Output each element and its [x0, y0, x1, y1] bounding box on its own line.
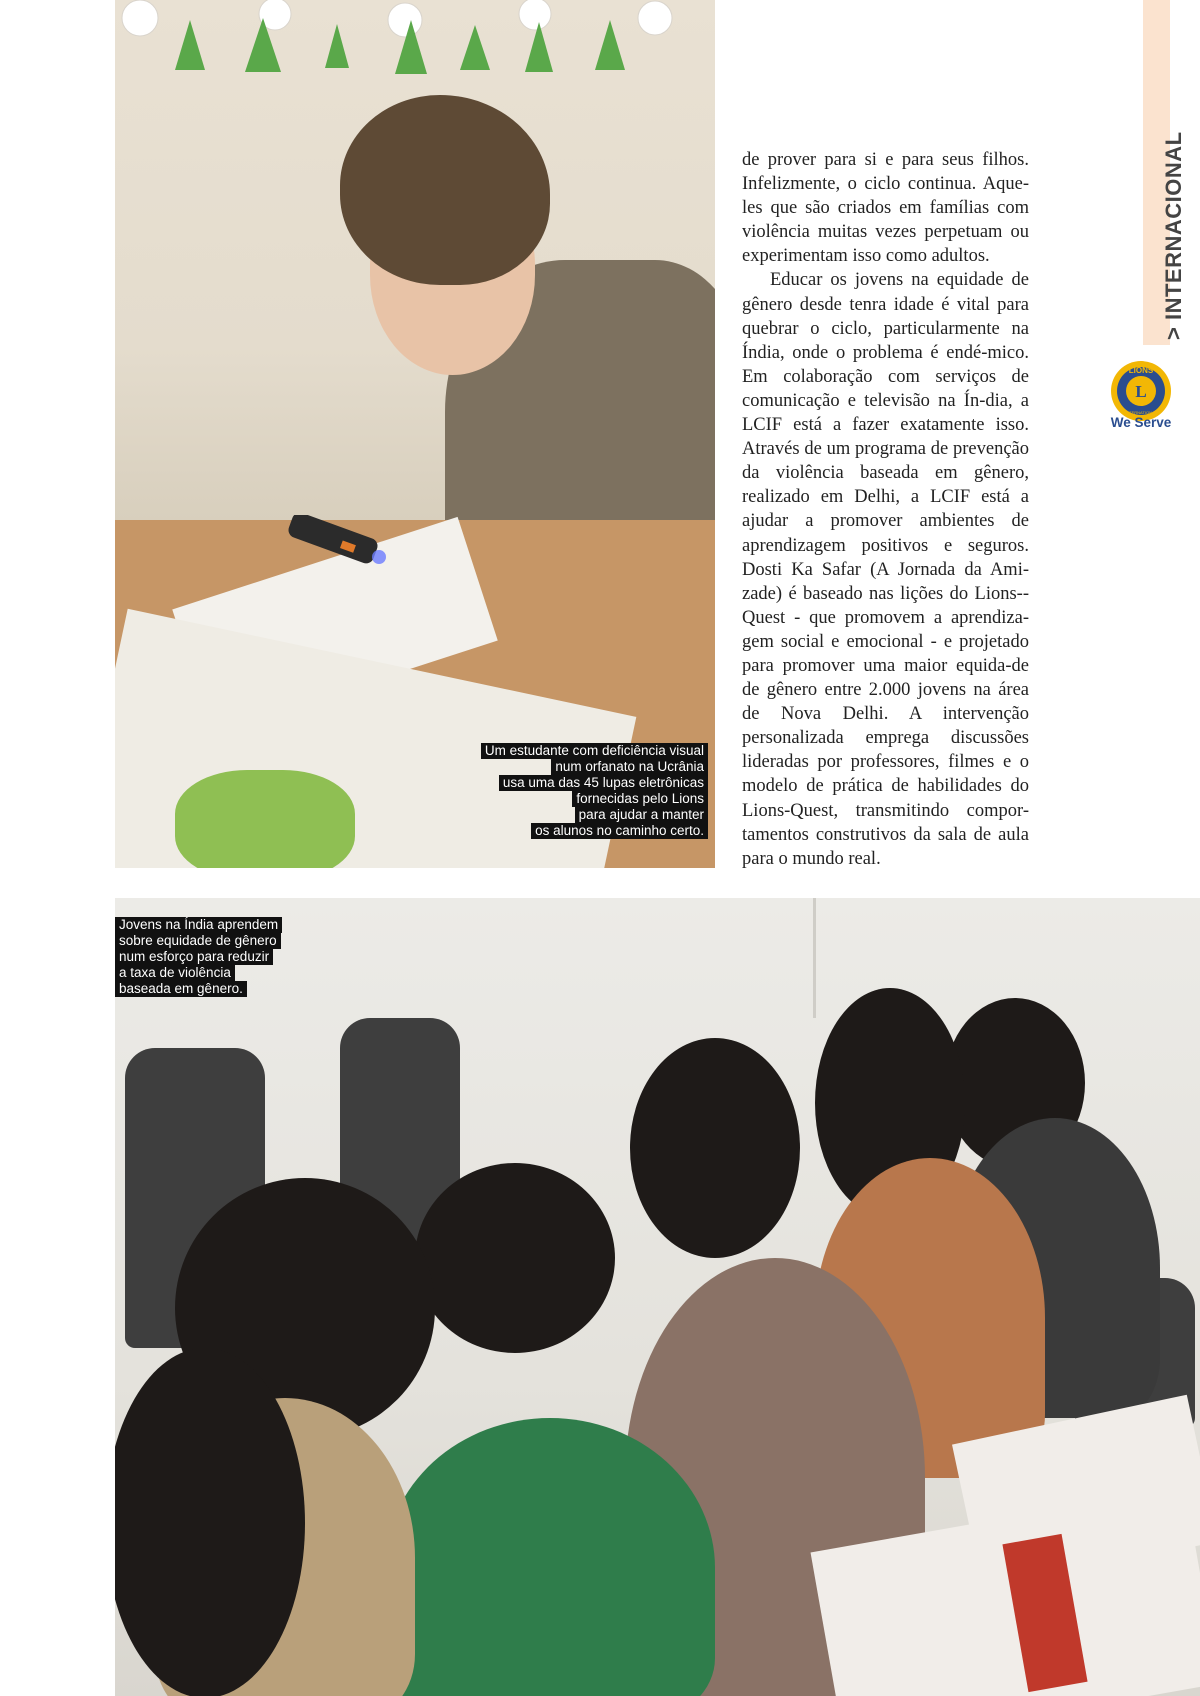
- article-paragraph: Educar os jovens na equidade de gênero desde tenra idade é vital para quebrar o ciclo, particularmente na Índia, onde o problema é endé-mico. Em colaboração com serviços de comunicação e televisão na Ín-dia, a LCIF está a fazer exatamente isso. Através de um programa de prevenção da violência baseada em gênero, realizado em Delhi, a LCIF está a ajudar a promover ambientes de aprendizagem positivos e seguros. Dosti Ka Safar (A Jornada da Ami-zade) é baseado nas lições do Lions--Quest - que promovem a aprendiza-gem social e emocional - e projetado para promover uma maior equida-de de gênero entre 2.000 jovens na área de Nova Delhi. A intervenção personalizada emprega discussões lideradas por professores, filmes e o modelo de prática de habilidades do Lions-Quest, transmitindo compor-tamentos construtivos da sala de aula para o mundo real.: [742, 270, 1029, 869]
- caption-line: usa uma das 45 lupas eletrônicas: [499, 775, 708, 791]
- woman-hair: [630, 1038, 800, 1258]
- bottom-photo-caption: [115, 917, 282, 997]
- caption-line: sobre equidade de gênero: [115, 933, 281, 949]
- photo-women-studying: [115, 898, 1200, 1696]
- caption-line: para ajudar a manter: [575, 807, 708, 823]
- electronic-magnifier-icon: [283, 515, 393, 565]
- caption-line: a taxa de violência: [115, 965, 235, 981]
- article-body: [742, 148, 1029, 871]
- top-photo-caption: [481, 743, 708, 839]
- woman-hair: [415, 1163, 615, 1353]
- boy-hair: [340, 95, 550, 285]
- caption-line: Um estudante com deficiência visual: [481, 743, 708, 759]
- caption-line: num esforço para reduzir: [115, 949, 273, 965]
- caption-line: num orfanato na Ucrânia: [551, 759, 708, 775]
- photo-boy-reading: [115, 0, 715, 868]
- logo-subtext: INTERNATIONAL: [1125, 410, 1157, 415]
- section-label: > INTERNACIONAL: [1161, 131, 1186, 340]
- logo-letter: L: [1135, 382, 1147, 401]
- caption-line: os alunos no caminho certo.: [531, 823, 708, 839]
- logo-text: LIONS: [1128, 366, 1154, 375]
- caption-line: Jovens na Índia aprendem: [115, 917, 282, 933]
- wall-corner: [813, 898, 816, 1018]
- caption-line: fornecidas pelo Lions: [572, 791, 708, 807]
- book-illustration: [175, 770, 355, 868]
- woman-hair: [115, 1348, 305, 1696]
- article-paragraph: de prover para si e para seus filhos. Infelizmente, o ciclo continua. Aque-les que são criados em famílias com violência muitas vezes perpetuam ou experimentam isso como adultos.: [742, 150, 1029, 267]
- christmas-garland-decoration: [115, 0, 715, 80]
- we-serve-tagline: We Serve: [1110, 415, 1172, 430]
- caption-line: baseada em gênero.: [115, 981, 247, 997]
